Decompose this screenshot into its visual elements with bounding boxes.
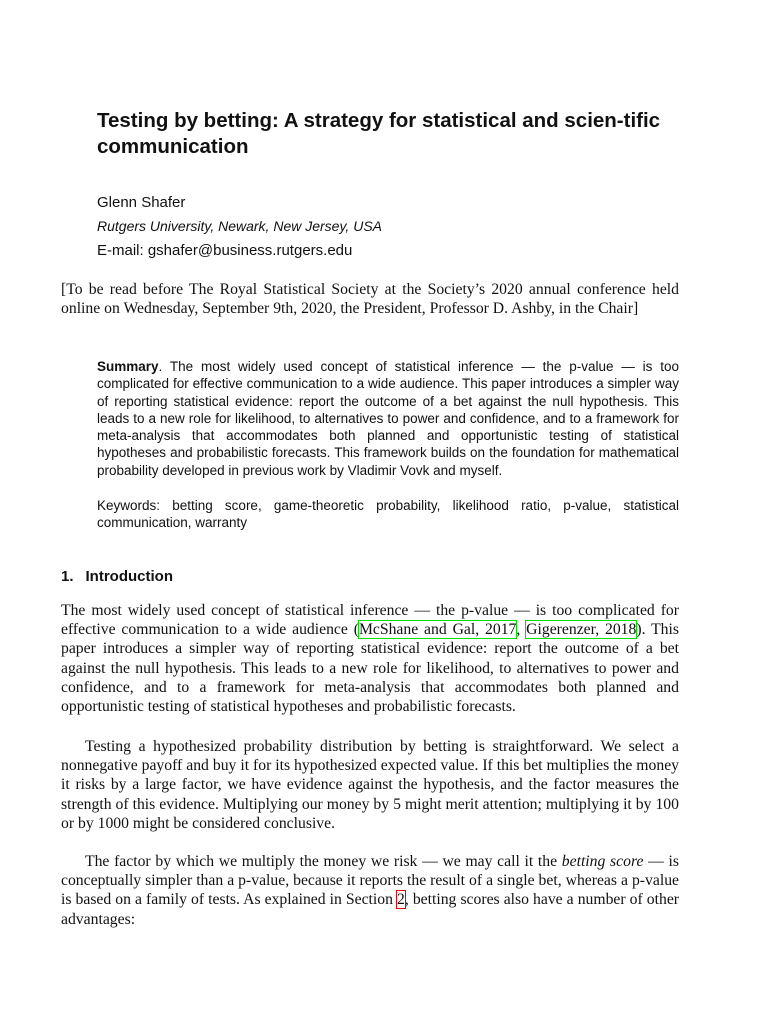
p1-text-after: ). This paper introduces a simpler way of reporting statistical evidence: report the outcome of a bet against the null hypothesis. This leads to a new role for likelihood, to alternatives to power and confidence, and to a framework for meta-analysis that accommodates both planned and opportunistic testing of statistical hypotheses and probabilistic forecasts. [61, 621, 679, 716]
intro-paragraph-1 [61, 601, 679, 716]
intro-paragraph-3 [61, 852, 679, 929]
citation-link-gigerenzer[interactable]: Gigerenzer, 2018 [526, 621, 637, 639]
section-title: Introduction [85, 568, 173, 585]
p3-text-before: The factor by which we multiply the money we risk — we may call it the [85, 853, 562, 870]
author-affiliation: Rutgers University, Newark, New Jersey, USA [97, 218, 382, 234]
abstract-summary [97, 358, 679, 479]
p3-term-betting-score: betting score [561, 853, 644, 870]
section-ref-link[interactable]: 2 [397, 891, 405, 909]
intro-paragraph-2: Testing a hypothesized probability distribution by betting is straightforward. We select a nonnegative payoff and buy it for its hypothesized expected value. If this bet multiplies the money it risks by a large factor, we have evidence against the hypothesis, and the factor measures the strength of this evidence. Multiplying our money by 5 might merit attention; multiplying it by 100 or by 1000 might be considered conclusive. [61, 738, 679, 832]
summary-label: Summary [97, 359, 159, 374]
paper-title: Testing by betting: A strategy for statistical and scien-tific communication [97, 109, 661, 158]
section-number: 1. [61, 568, 74, 585]
author-email: E-mail: gshafer@business.rutgers.edu [97, 242, 353, 259]
abstract-keywords: Keywords: betting score, game-theoretic probability, likelihood ratio, p-value, statistical communication, warranty [97, 498, 679, 531]
reading-note: [To be read before The Royal Statistical Society at the Society’s 2020 annual conference held online on Wednesday, September 9th, 2020, the President, Professor D. Ashby, in the Chair] [61, 281, 679, 318]
section-heading-introduction [61, 567, 173, 587]
author-name: Glenn Shafer [97, 194, 186, 211]
citation-link-mcshane-gal[interactable]: McShane and Gal, 2017 [358, 621, 517, 639]
p3-text-middle: — is conceptually simpler than a p-value, because it reports the result of a single bet, whereas a p-value is based on a family of tests. As explained in Section [61, 853, 679, 909]
p3-text-after: , betting scores also have a number of other advantages: [61, 891, 680, 928]
p1-text-between: , [516, 621, 527, 639]
summary-text: . The most widely used concept of statistical inference — the p-value — is too complicated for effective communication to a wide audience. This paper introduces a simpler way of reporting statistical evidence: report the outcome of a bet against the null hypothesis. This leads to a new role for likelihood, to alternatives to power and confidence, and to a framework for meta-analysis that accommodates both planned and opportunistic testing of statistical hypotheses and probabilistic forecasts. This framework builds on the foundation for mathematical probability developed in previous work by Vladimir Vovk and myself. [97, 359, 679, 478]
p1-text-before: The most widely used concept of statistical inference — the p-value — is too complicated for effective communication to a wide audience ( [61, 602, 679, 639]
